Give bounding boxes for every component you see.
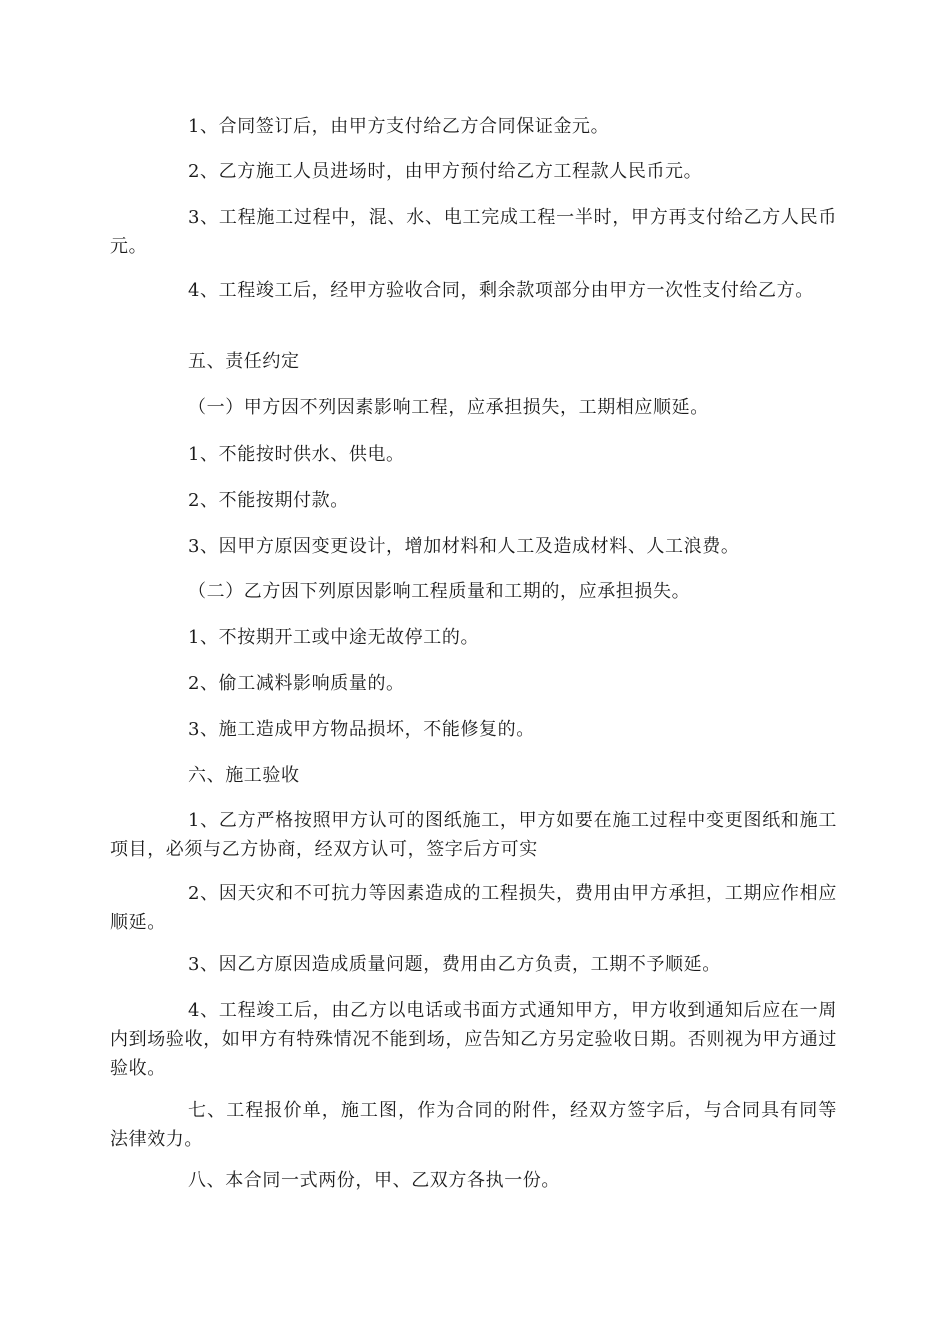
paragraph-party-b-item-1: 1、不按期开工或中途无故停工的。 [188,627,480,648]
paragraph-acceptance-4: 4、工程竣工后，由乙方以电话或书面方式通知甲方，甲方收到通知后应在一周内到场验收，如甲方有特殊情况不能到场，应告知乙方另定验收日期。否则视为甲方通过验收。 [110,1000,837,1079]
paragraph-quotation-attachment: 七、工程报价单，施工图，作为合同的附件，经双方签字后，与合同具有同等法律效力。 [110,1100,837,1150]
paragraph-payment-4: 4、工程竣工后，经甲方验收合同，剩余款项部分由甲方一次性支付给乙方。 [188,280,814,301]
paragraph-payment-2: 2、乙方施工人员进场时，由甲方预付给乙方工程款人民币元。 [188,161,703,182]
paragraph-party-b-item-3: 3、施工造成甲方物品损坏，不能修复的。 [188,719,535,740]
paragraph-party-b-item-2: 2、偷工减料影响质量的。 [188,673,405,694]
paragraph-payment-1: 1、合同签订后，由甲方支付给乙方合同保证金元。 [188,116,610,137]
paragraph-payment-3: 3、工程施工过程中，混、水、电工完成工程一半时，甲方再支付给乙方人民币元。 [110,207,837,257]
paragraph-party-b-responsibility: （二）乙方因下列原因影响工程质量和工期的，应承担损失。 [188,581,691,602]
section-heading-responsibility: 五、责任约定 [188,351,300,372]
paragraph-party-a-responsibility: （一）甲方因不列因素影响工程，应承担损失，工期相应顺延。 [188,397,709,418]
paragraph-copies: 八、本合同一式两份，甲、乙双方各执一份。 [188,1170,560,1191]
paragraph-party-a-item-1: 1、不能按时供水、供电。 [188,444,405,465]
paragraph-party-a-item-3: 3、因甲方原因变更设计，增加材料和人工及造成材料、人工浪费。 [188,536,740,557]
paragraph-acceptance-1: 1、乙方严格按照甲方认可的图纸施工，甲方如要在施工过程中变更图纸和施工项目，必须与乙方协商，经双方认可，签字后方可实 [110,810,837,860]
section-heading-acceptance: 六、施工验收 [188,765,300,786]
paragraph-acceptance-2: 2、因天灾和不可抗力等因素造成的工程损失，费用由甲方承担，工期应作相应顺延。 [110,883,837,933]
paragraph-party-a-item-2: 2、不能按期付款。 [188,490,349,511]
paragraph-acceptance-3: 3、因乙方原因造成质量问题，费用由乙方负责，工期不予顺延。 [188,954,721,975]
